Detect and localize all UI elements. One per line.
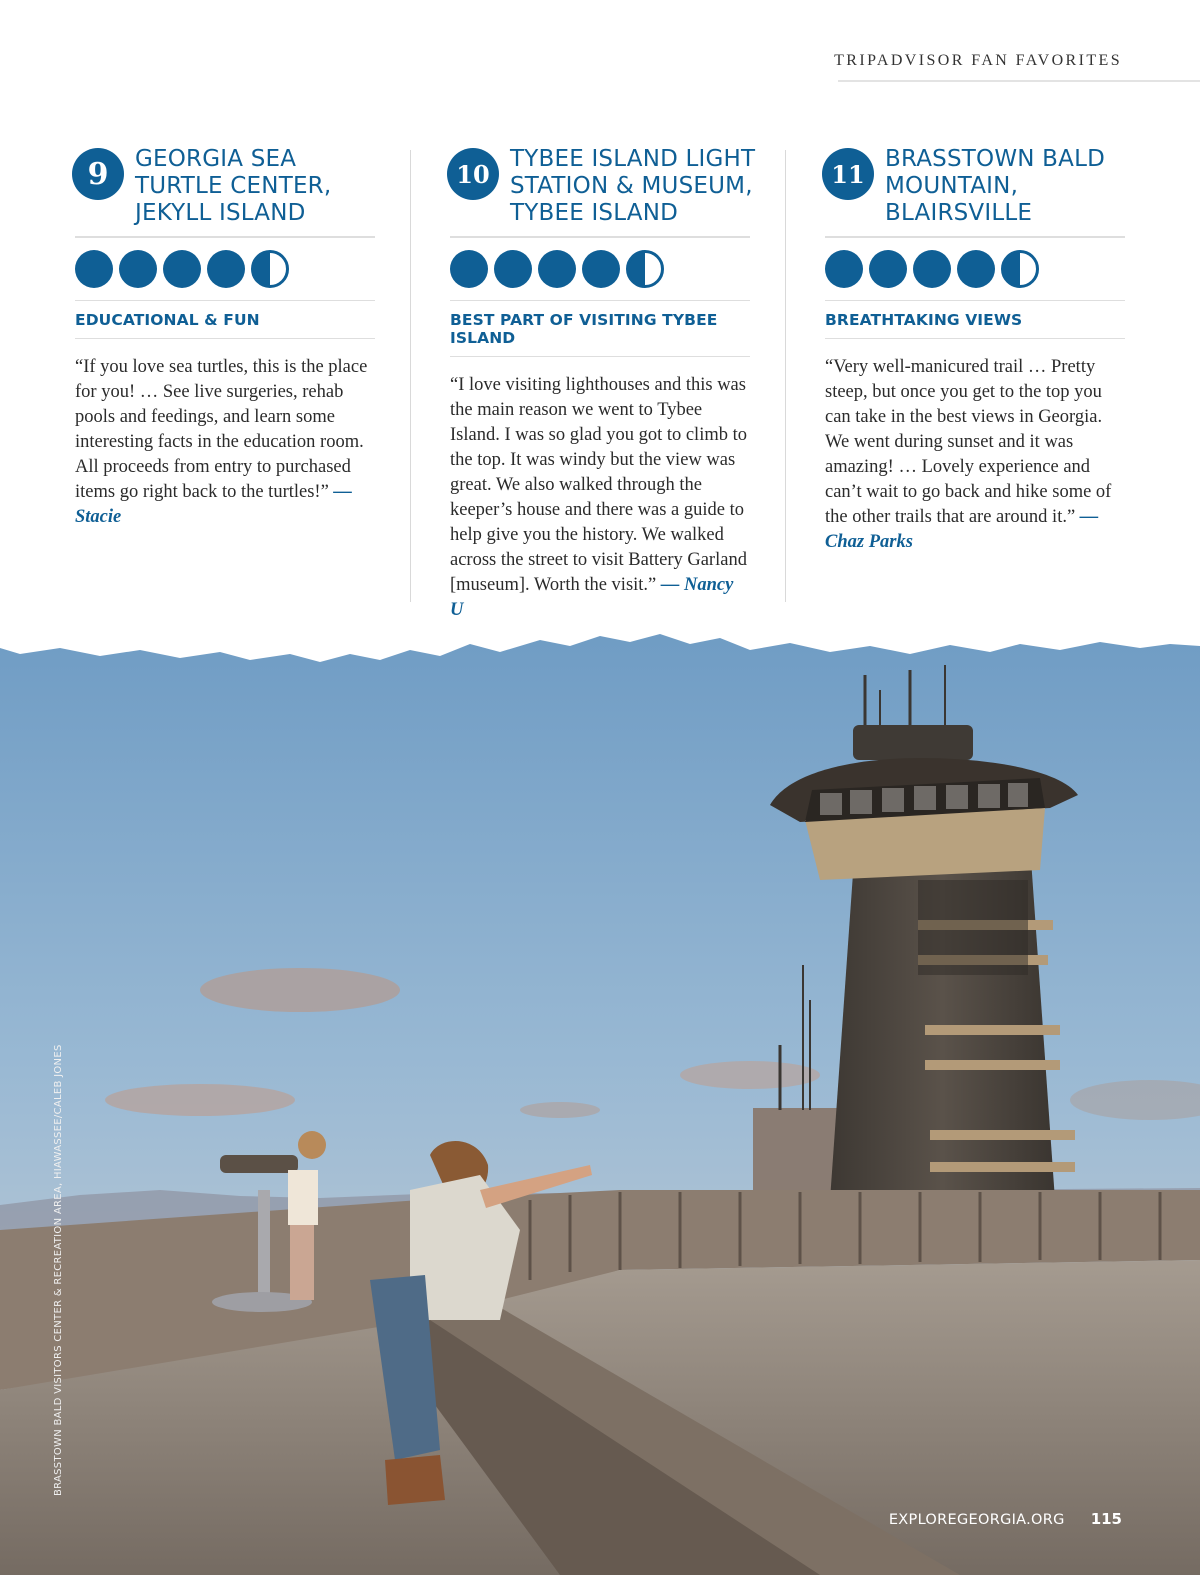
header-rule (838, 80, 1200, 82)
favorite-card-9 (75, 146, 375, 530)
observation-tower-photo (0, 630, 1200, 1575)
section-header: TRIPADVISOR FAN FAVORITES (834, 52, 1122, 69)
rating-bubble-full (538, 250, 576, 288)
review-text: “Very well-manicured trail … Pretty steep, but once you get to the top you can take in the best views in Georgia. We went during sunset and it was amazing! … Lovely experience and can’t wait to go back and hike some of the other trails that are around it.” — Chaz Parks (825, 357, 1112, 552)
rating-bubble-full (582, 250, 620, 288)
rating-bubbles (75, 238, 375, 300)
rating-bubble-full (957, 250, 995, 288)
rank-badge: 10 (447, 148, 499, 200)
rating-bubble-full (163, 250, 201, 288)
review-author: — Stacie (75, 482, 352, 527)
review-category: BEST PART OF VISITING TYBEE ISLAND (450, 311, 718, 347)
rating-bubbles (450, 238, 750, 300)
rating-bubble-full (494, 250, 532, 288)
rating-bubble-full (825, 250, 863, 288)
review-category: BREATHTAKING VIEWS (825, 311, 1023, 329)
page-number: 115 (1090, 1510, 1122, 1528)
favorite-card-11 (825, 146, 1125, 555)
rating-bubbles (825, 238, 1125, 300)
column-divider (785, 150, 786, 602)
attraction-title: GEORGIA SEA TURTLE CENTER, JEKYLL ISLAND (135, 146, 332, 226)
photo-credit: BRASSTOWN BALD VISITORS CENTER & RECREATION AREA, HIAWASSEE/CALEB JONES (53, 1044, 64, 1496)
rating-bubble-full (119, 250, 157, 288)
review-author: — Nancy U (450, 575, 734, 620)
rating-bubble-full (913, 250, 951, 288)
rating-bubble-full (450, 250, 488, 288)
rating-bubble-full (207, 250, 245, 288)
column-divider (410, 150, 411, 602)
review-category: EDUCATIONAL & FUN (75, 311, 260, 329)
rating-bubble-full (869, 250, 907, 288)
review-text: “If you love sea turtles, this is the place for you! … See live surgeries, rehab pools and feedings, and learn some interesting facts in the education room. All proceeds from entry to purchased items go right back to the turtles!” — Stacie (75, 357, 368, 527)
favorite-card-10 (450, 146, 756, 623)
rank-badge: 11 (822, 148, 874, 200)
rating-bubble-half (251, 250, 289, 288)
page-footer (889, 1510, 1122, 1528)
review-text: “I love visiting lighthouses and this was the main reason we went to Tybee Island. I was so glad you got to climb to the top. It was windy but the view was great. We also walked through the keeper’s house and there was a guide to help give you the history. We walked across the street to visit Battery Garland [museum]. Worth the visit.” — Nancy U (450, 375, 747, 620)
rating-bubble-half (1001, 250, 1039, 288)
footer-site: EXPLOREGEORGIA.ORG (888, 1512, 1065, 1528)
attraction-title: BRASSTOWN BALD MOUNTAIN, BLAIRSVILLE (885, 146, 1106, 226)
rating-bubble-full (75, 250, 113, 288)
attraction-title: TYBEE ISLAND LIGHT STATION & MUSEUM, TYBEE ISLAND (510, 146, 756, 226)
review-author: — Chaz Parks (825, 507, 1099, 552)
rating-bubble-half (626, 250, 664, 288)
rank-badge: 9 (72, 148, 124, 200)
